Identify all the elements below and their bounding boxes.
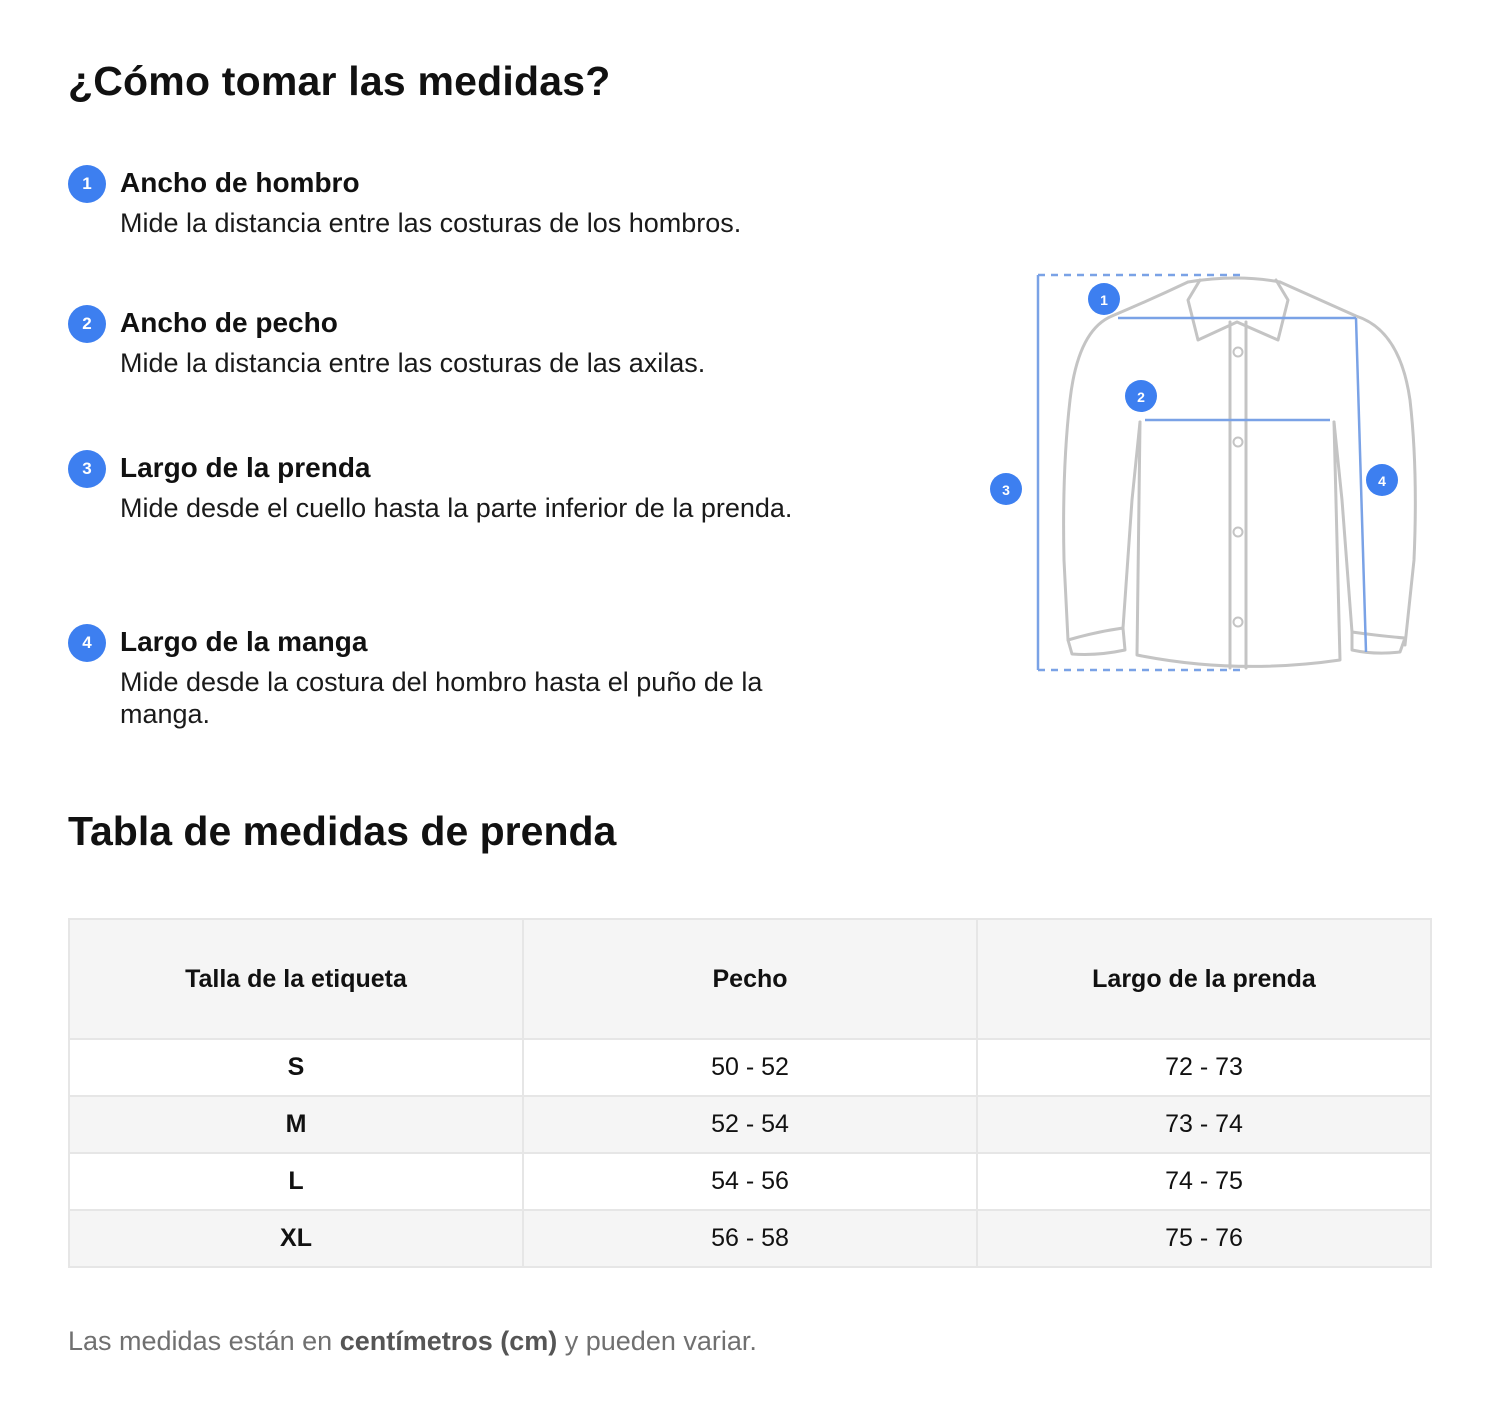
step-number-badge: 3 xyxy=(68,450,106,488)
marker-2: 2 xyxy=(1137,389,1145,405)
marker-3: 3 xyxy=(1002,482,1010,498)
column-header-length: Largo de la prenda xyxy=(977,919,1431,1039)
footnote-prefix: Las medidas están en xyxy=(68,1326,340,1356)
shirt-icon xyxy=(985,268,1435,688)
size-cell: M xyxy=(69,1096,523,1153)
step-description: Mide la distancia entre las costuras de las axilas. xyxy=(120,348,706,378)
marker-4: 4 xyxy=(1378,473,1386,489)
size-cell: L xyxy=(69,1153,523,1210)
chest-cell: 56 - 58 xyxy=(523,1210,977,1267)
column-header-size: Talla de la etiqueta xyxy=(69,919,523,1039)
units-footnote xyxy=(68,1326,757,1357)
table-row xyxy=(69,1039,1431,1096)
chest-cell: 54 - 56 xyxy=(523,1153,977,1210)
size-table-title: Tabla de medidas de prenda xyxy=(68,808,617,854)
step-number-badge: 4 xyxy=(68,624,106,662)
size-cell: S xyxy=(69,1039,523,1096)
step-title: Largo de la prenda xyxy=(120,452,371,483)
length-cell: 72 - 73 xyxy=(977,1039,1431,1096)
step-description: Mide desde el cuello hasta la parte inferior de la prenda. xyxy=(120,493,793,523)
step-number-badge: 1 xyxy=(68,165,106,203)
shirt-measurement-diagram xyxy=(985,268,1435,693)
table-header-row xyxy=(69,919,1431,1039)
measurement-markers xyxy=(990,283,1398,505)
column-header-chest: Pecho xyxy=(523,919,977,1039)
length-cell: 74 - 75 xyxy=(977,1153,1431,1210)
table-row xyxy=(69,1210,1431,1267)
size-cell: XL xyxy=(69,1210,523,1267)
step-title: Ancho de hombro xyxy=(120,167,360,198)
table-row xyxy=(69,1153,1431,1210)
chest-cell: 50 - 52 xyxy=(523,1039,977,1096)
chest-cell: 52 - 54 xyxy=(523,1096,977,1153)
step-number-badge: 2 xyxy=(68,305,106,343)
footnote-suffix: y pueden variar. xyxy=(557,1326,757,1356)
length-cell: 75 - 76 xyxy=(977,1210,1431,1267)
footnote-unit: centímetros (cm) xyxy=(339,1326,558,1356)
howto-title: ¿Cómo tomar las medidas? xyxy=(68,58,611,104)
table-row xyxy=(69,1096,1431,1153)
step-title: Largo de la manga xyxy=(120,626,368,657)
step-description: Mide desde la costura del hombro hasta el puño de la manga. xyxy=(120,667,763,729)
step-description: Mide la distancia entre las costuras de los hombros. xyxy=(120,208,742,238)
length-cell: 73 - 74 xyxy=(977,1096,1431,1153)
size-table xyxy=(68,918,1432,1268)
step-title: Ancho de pecho xyxy=(120,307,338,338)
marker-1: 1 xyxy=(1100,292,1108,308)
